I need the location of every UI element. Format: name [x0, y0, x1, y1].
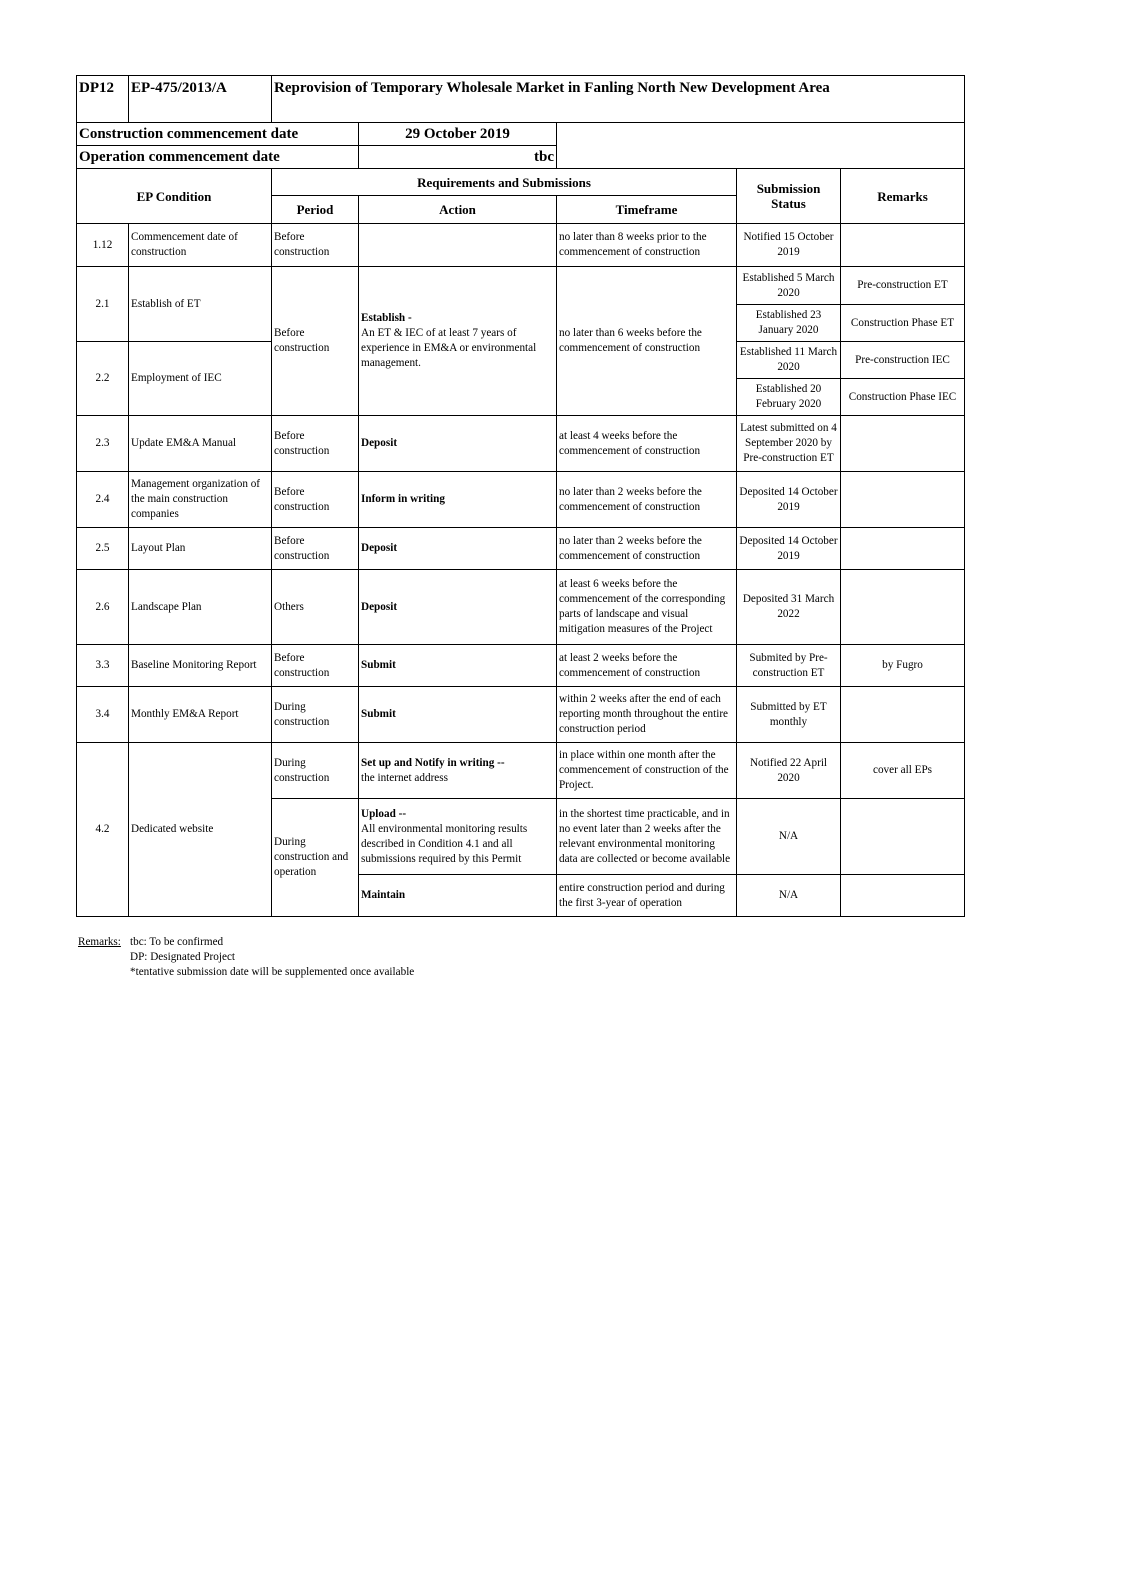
column-header-row [77, 169, 965, 196]
table-row [77, 472, 965, 528]
table-row [77, 743, 965, 799]
remarks-line: *tentative submission date will be supplemented once available [130, 966, 415, 978]
dp-code: DP12 [77, 76, 129, 123]
submission-status: Notified 15 October 2019 [737, 224, 841, 267]
submission-status: Latest submitted on 4 September 2020 by Pre-construction ET [737, 416, 841, 472]
timeframe: no later than 8 weeks prior to the commencement of construction [557, 224, 737, 267]
condition-no: 2.3 [77, 416, 129, 472]
condition-no: 4.2 [77, 743, 129, 917]
condition-no: 1.12 [77, 224, 129, 267]
remark [841, 570, 965, 645]
table-row [77, 528, 965, 570]
ep-submission-table [76, 75, 964, 917]
action: Submit [359, 687, 557, 743]
condition-name: Monthly EM&A Report [129, 687, 272, 743]
col-ep-condition: EP Condition [77, 169, 272, 224]
remark: Construction Phase ET [841, 305, 965, 342]
condition-no: 2.2 [77, 342, 129, 416]
period: Before construction [272, 224, 359, 267]
period: During construction and operation [272, 799, 359, 917]
period: Before construction [272, 645, 359, 687]
remark: Pre-construction IEC [841, 342, 965, 379]
remark: Construction Phase IEC [841, 379, 965, 416]
col-requirements: Requirements and Submissions [272, 169, 737, 196]
table-row [77, 570, 965, 645]
remark [841, 875, 965, 917]
submission-status: Deposited 31 March 2022 [737, 570, 841, 645]
action-bold: Establish - [361, 312, 412, 324]
header-row [77, 76, 965, 123]
remark [841, 528, 965, 570]
remark: cover all EPs [841, 743, 965, 799]
timeframe: at least 6 weeks before the commencement of the corresponding parts of landscape and visual mitigation measures of the Project [557, 570, 737, 645]
table-row [77, 224, 965, 267]
timeframe: at least 2 weeks before the commencement of construction [557, 645, 737, 687]
action: Deposit [359, 570, 557, 645]
condition-name: Employment of IEC [129, 342, 272, 416]
action-text: All environmental monitoring results described in Condition 4.1 and all submissions required by this Permit [361, 822, 528, 865]
action: Submit [359, 645, 557, 687]
col-action: Action [359, 196, 557, 224]
condition-name: Baseline Monitoring Report [129, 645, 272, 687]
timeframe: in the shortest time practicable, and in no event later than 2 weeks after the relevant environmental monitoring data are collected or become available [557, 799, 737, 875]
timeframe: no later than 2 weeks before the commencement of construction [557, 472, 737, 528]
submission-status: Submitted by ET monthly [737, 687, 841, 743]
timeframe: entire construction period and during the first 3-year of operation [557, 875, 737, 917]
remark [841, 687, 965, 743]
action [359, 267, 557, 416]
action-bold: Upload -- [361, 807, 407, 820]
col-status: Submission Status [737, 169, 841, 224]
remark [841, 416, 965, 472]
remarks-notes [78, 935, 414, 980]
table-row [77, 645, 965, 687]
project-title: Reprovision of Temporary Wholesale Market in Fanling North New Development Area [272, 76, 965, 123]
action: Inform in writing [359, 472, 557, 528]
condition-name: Landscape Plan [129, 570, 272, 645]
condition-no: 3.3 [77, 645, 129, 687]
submission-status: Established 5 March 2020 [737, 267, 841, 305]
operation-date-label: Operation commencement date [77, 146, 359, 169]
remark: by Fugro [841, 645, 965, 687]
condition-name: Layout Plan [129, 528, 272, 570]
submission-status: Established 23 January 2020 [737, 305, 841, 342]
ep-number: EP-475/2013/A [129, 76, 272, 123]
condition-no: 2.4 [77, 472, 129, 528]
table-row [77, 267, 965, 305]
condition-name: Establish of ET [129, 267, 272, 342]
action: Deposit [359, 528, 557, 570]
col-timeframe: Timeframe [557, 196, 737, 224]
condition-name: Update EM&A Manual [129, 416, 272, 472]
submission-status: Established 11 March 2020 [737, 342, 841, 379]
action [359, 743, 557, 799]
table-row [77, 416, 965, 472]
timeframe: within 2 weeks after the end of each reporting month throughout the entire construction period [557, 687, 737, 743]
timeframe: at least 4 weeks before the commencement of construction [557, 416, 737, 472]
remarks-label: Remarks: [78, 936, 121, 948]
condition-name: Commencement date of construction [129, 224, 272, 267]
remarks-line: DP: Designated Project [130, 951, 236, 963]
submission-status: N/A [737, 799, 841, 875]
remarks-line: tbc: To be confirmed [130, 936, 224, 948]
construction-date-label: Construction commencement date [77, 123, 359, 146]
action-text: the internet address [361, 771, 448, 784]
condition-no: 2.5 [77, 528, 129, 570]
period: Before construction [272, 528, 359, 570]
action [359, 224, 557, 267]
period: During construction [272, 687, 359, 743]
action: Maintain [359, 875, 557, 917]
condition-name: Management organization of the main construction companies [129, 472, 272, 528]
header-blank [557, 123, 965, 169]
action: Deposit [359, 416, 557, 472]
remark [841, 472, 965, 528]
submission-status: Established 20 February 2020 [737, 379, 841, 416]
submission-status: Notified 22 April 2020 [737, 743, 841, 799]
timeframe: no later than 6 weeks before the commencement of construction [557, 267, 737, 416]
submission-status: Deposited 14 October 2019 [737, 472, 841, 528]
col-period: Period [272, 196, 359, 224]
condition-no: 3.4 [77, 687, 129, 743]
col-remarks: Remarks [841, 169, 965, 224]
period: During construction [272, 743, 359, 799]
period: Before construction [272, 267, 359, 416]
period: Before construction [272, 416, 359, 472]
remark [841, 224, 965, 267]
remark: Pre-construction ET [841, 267, 965, 305]
submission-status: Deposited 14 October 2019 [737, 528, 841, 570]
table-row [77, 687, 965, 743]
construction-date-row [77, 123, 965, 146]
period: Others [272, 570, 359, 645]
timeframe: no later than 2 weeks before the commencement of construction [557, 528, 737, 570]
remark [841, 799, 965, 875]
submission-status: Submited by Pre-construction ET [737, 645, 841, 687]
operation-date-value: tbc [359, 146, 557, 169]
condition-name: Dedicated website [129, 743, 272, 917]
action-text: An ET & IEC of at least 7 years of experience in EM&A or environmental management. [361, 327, 537, 369]
timeframe: in place within one month after the commencement of construction of the Project. [557, 743, 737, 799]
condition-no: 2.1 [77, 267, 129, 342]
construction-date-value: 29 October 2019 [359, 123, 557, 146]
period: Before construction [272, 472, 359, 528]
action [359, 799, 557, 875]
action-bold: Set up and Notify in writing -- [361, 756, 505, 769]
condition-no: 2.6 [77, 570, 129, 645]
submission-status: N/A [737, 875, 841, 917]
